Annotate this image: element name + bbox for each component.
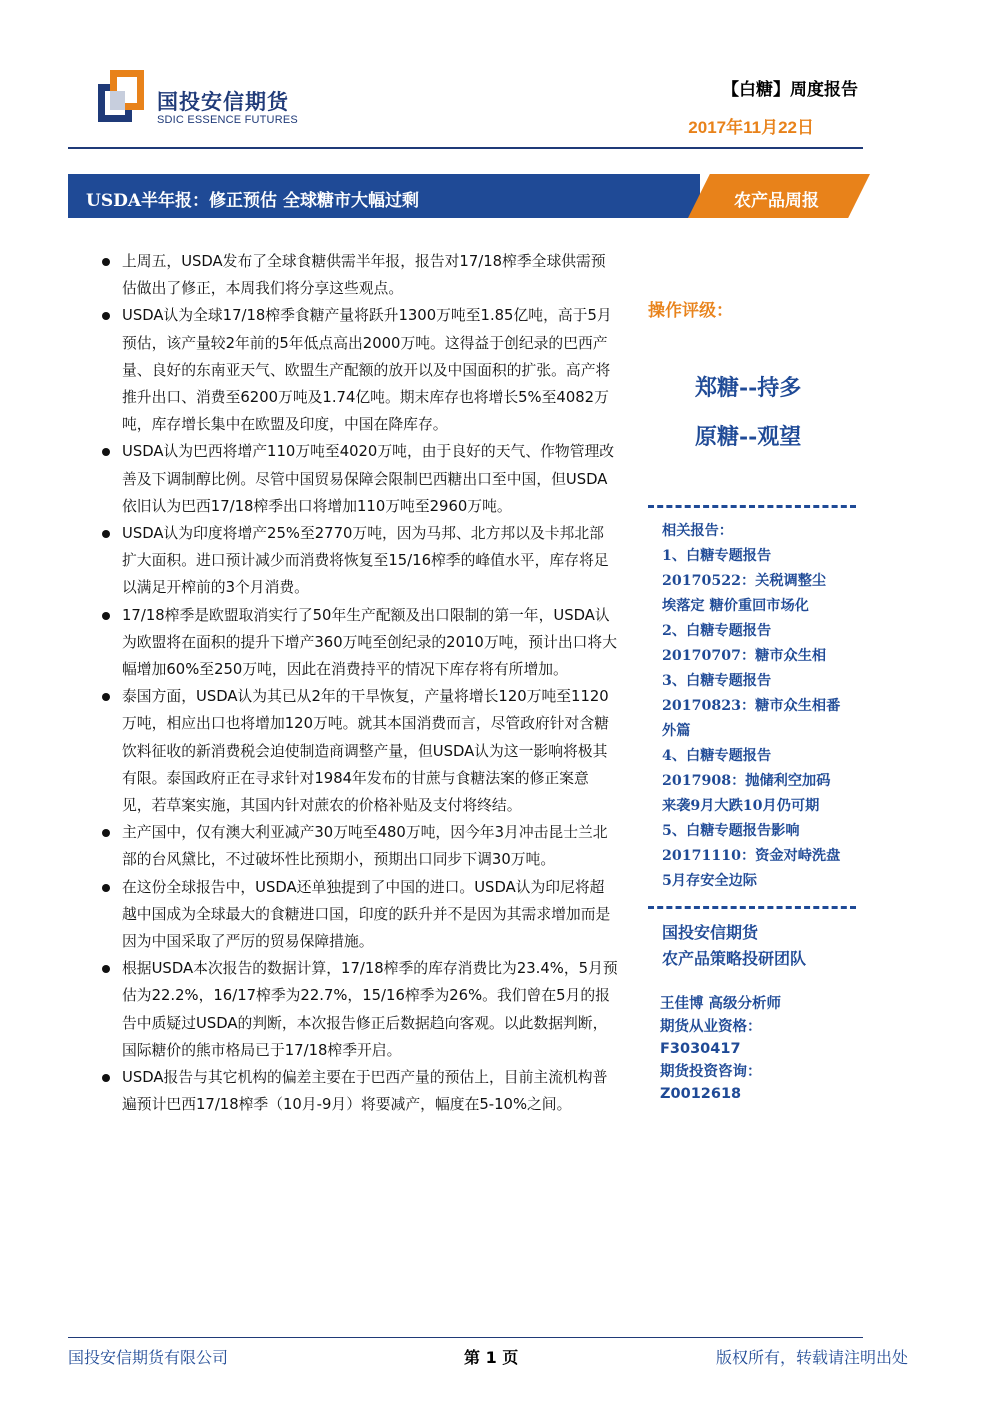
team-block [662,920,806,972]
bullet-text: 在这份全球报告中，USDA还单独提到了中国的进口。USDA认为印尼将超越中国成为全球最大的食糖进口国，印度的跃升并不是因为其需求增加而是因为中国采取了严厉的贸易保障措施。 [122,878,611,951]
related-line: 4、白糖专题报告 [662,748,772,764]
rating-label: 操作评级： [648,301,733,321]
bullet-item [100,520,618,602]
bullet-item [100,602,618,684]
related-line: 埃落定 糖价重回市场化 [662,598,809,614]
bullet-text: 上周五，USDA发布了全球食糖供需半年报，报告对17/18榨季全球供需预估做出了修正，本周我们将分享这些观点。 [122,253,606,298]
company-logo [98,70,144,126]
bullet-item [100,438,618,520]
body-bullet-list [100,248,618,1119]
category-tag-label: 农产品周报 [734,191,819,211]
bullet-dot-icon [102,693,110,701]
bullet-dot-icon [102,258,110,266]
bullet-text: 17/18榨季是欧盟取消实行了50年生产配额及出口限制的第一年，USDA认为欧盟将在面积的提升下增产360万吨至创纪录的2010万吨，预计出口将大幅增加60%至250万吨，因此在消费持平的情况下库存将有所增加。 [122,606,618,679]
sidebar-divider [648,505,856,508]
related-line: 20170522：关税调整尘 [662,573,827,589]
bullet-dot-icon [102,312,110,320]
bullet-dot-icon [102,448,110,456]
team-company: 国投安信期货 [662,923,759,942]
related-reports [662,519,862,894]
consulting-number: Z0012618 [660,1086,742,1102]
bullet-text: 主产国中，仅有澳大利亚减产30万吨至480万吨，因今年3月冲击昆士兰北部的台风黛比，不过破坏性比预期小，预期出口同步下调30万吨。 [122,824,608,869]
logo-text-cn: 国投安信期货 [157,90,289,114]
sidebar-divider [648,906,856,909]
bullet-item [100,302,618,438]
analyst-name: 王佳博 高级分析师 [660,996,782,1012]
qualification-label: 期货从业资格： [660,1018,762,1035]
bullet-item [100,819,618,873]
report-type: 【白糖】周度报告 [722,80,858,100]
bullet-text: 根据USDA本次报告的数据计算，17/18榨季的库存消费比为23.4%，5月预估为22.2%，16/17榨季为22.7%，15/16榨季为26%。我们曾在5月的报告中质疑过USDA的判断，本次报告修正后数据趋向客观。以此数据判断，国际糖价的熊市格局已于17/18榨季开启。 [122,960,618,1059]
footer-divider [68,1337,863,1338]
bullet-text: USDA报告与其它机构的偏差主要在于巴西产量的预估上，目前主流机构普遍预计巴西17/18榨季（10月-9月）将要减产，幅度在5-10%之间。 [122,1069,608,1114]
header-divider [68,147,863,149]
rating-zhengzhou-sugar: 郑糖--持多 [695,375,802,401]
bullet-item [100,683,618,819]
bullet-dot-icon [102,1074,110,1082]
bullet-dot-icon [102,965,110,973]
footer-copyright: 版权所有，转载请注明出处 [716,1348,909,1367]
team-name: 农产品策略投研团队 [662,949,807,968]
related-line: 2017908：抛储利空加码 [662,773,831,789]
consulting-label: 期货投资咨询： [660,1063,762,1080]
bullet-dot-icon [102,530,110,538]
related-line: 5、白糖专题报告影响 [662,823,800,839]
bullet-text: USDA认为全球17/18榨季食糖产量将跃升1300万吨至1.85亿吨，高于5月预估，该产量较2年前的5年低点高出2000万吨。这得益于创纪录的巴西产量、良好的东南亚天气、欧盟生产配额的放开以及中国面积的扩张。高产将推升出口、消费至6200万吨及1.74亿吨。期末库存也将增长5%至4082万吨，库存增长集中在欧盟及印度，中国在降库存。 [122,307,612,434]
bullet-text: USDA认为巴西将增产110万吨至4020万吨，由于良好的天气、作物管理改善及下调制醇比例。尽管中国贸易保障会限制巴西糖出口至中国，但USDA依旧认为巴西17/18榨季出口将增加110万吨至2960万吨。 [122,443,615,515]
bullet-item [100,248,618,302]
related-line: 外篇 [662,723,691,739]
rating-raw-sugar: 原糖--观望 [695,424,802,450]
logo-text-en: SDIC ESSENCE FUTURES [157,114,298,126]
related-line: 1、白糖专题报告 [662,548,772,564]
related-line: 20170707：糖市众生相 [662,648,827,664]
footer-company: 国投安信期货有限公司 [68,1348,229,1367]
related-line: 20171110：资金对峙洗盘 [662,848,841,864]
bullet-item [100,874,618,956]
bullet-dot-icon [102,884,110,892]
related-line: 2、白糖专题报告 [662,623,772,639]
bullet-text: 泰国方面，USDA认为其已从2年的干旱恢复，产量将增长120万吨至1120万吨，相应出口也将增加120万吨。就其本国消费而言，尽管政府针对含糖饮料征收的新消费税会迫使制造商调整产量，但USDA认为这一影响将极其有限。泰国政府正在寻求针对1984年发布的甘蔗与食糖法案的修正案意见，若草案实施，其国内针对蔗农的价格补贴及支付将终结。 [122,688,609,815]
related-heading: 相关报告： [662,523,733,539]
related-line: 20170823：糖市众生相番 [662,698,841,714]
bullet-text: USDA认为印度将增产25%至2770万吨，因为马邦、北方邦以及卡邦北部扩大面积。进口预计减少而消费将恢复至15/16榨季的峰值水平，库存将足以满足开榨前的3个月消费。 [122,525,609,597]
page-number: 第 1 页 [464,1348,519,1367]
analyst-block [660,993,781,1106]
report-date: 2017年11月22日 [688,118,814,137]
bullet-dot-icon [102,612,110,620]
related-line: 3、白糖专题报告 [662,673,772,689]
bullet-item [100,1064,618,1118]
related-line: 5月存安全边际 [662,873,757,889]
bullet-dot-icon [102,829,110,837]
bullet-item [100,955,618,1064]
report-title: USDA半年报：修正预估 全球糖市大幅过剩 [86,191,419,211]
qualification-number: F3030417 [660,1041,741,1057]
related-line: 来袭9月大跌10月仍可期 [662,798,820,814]
